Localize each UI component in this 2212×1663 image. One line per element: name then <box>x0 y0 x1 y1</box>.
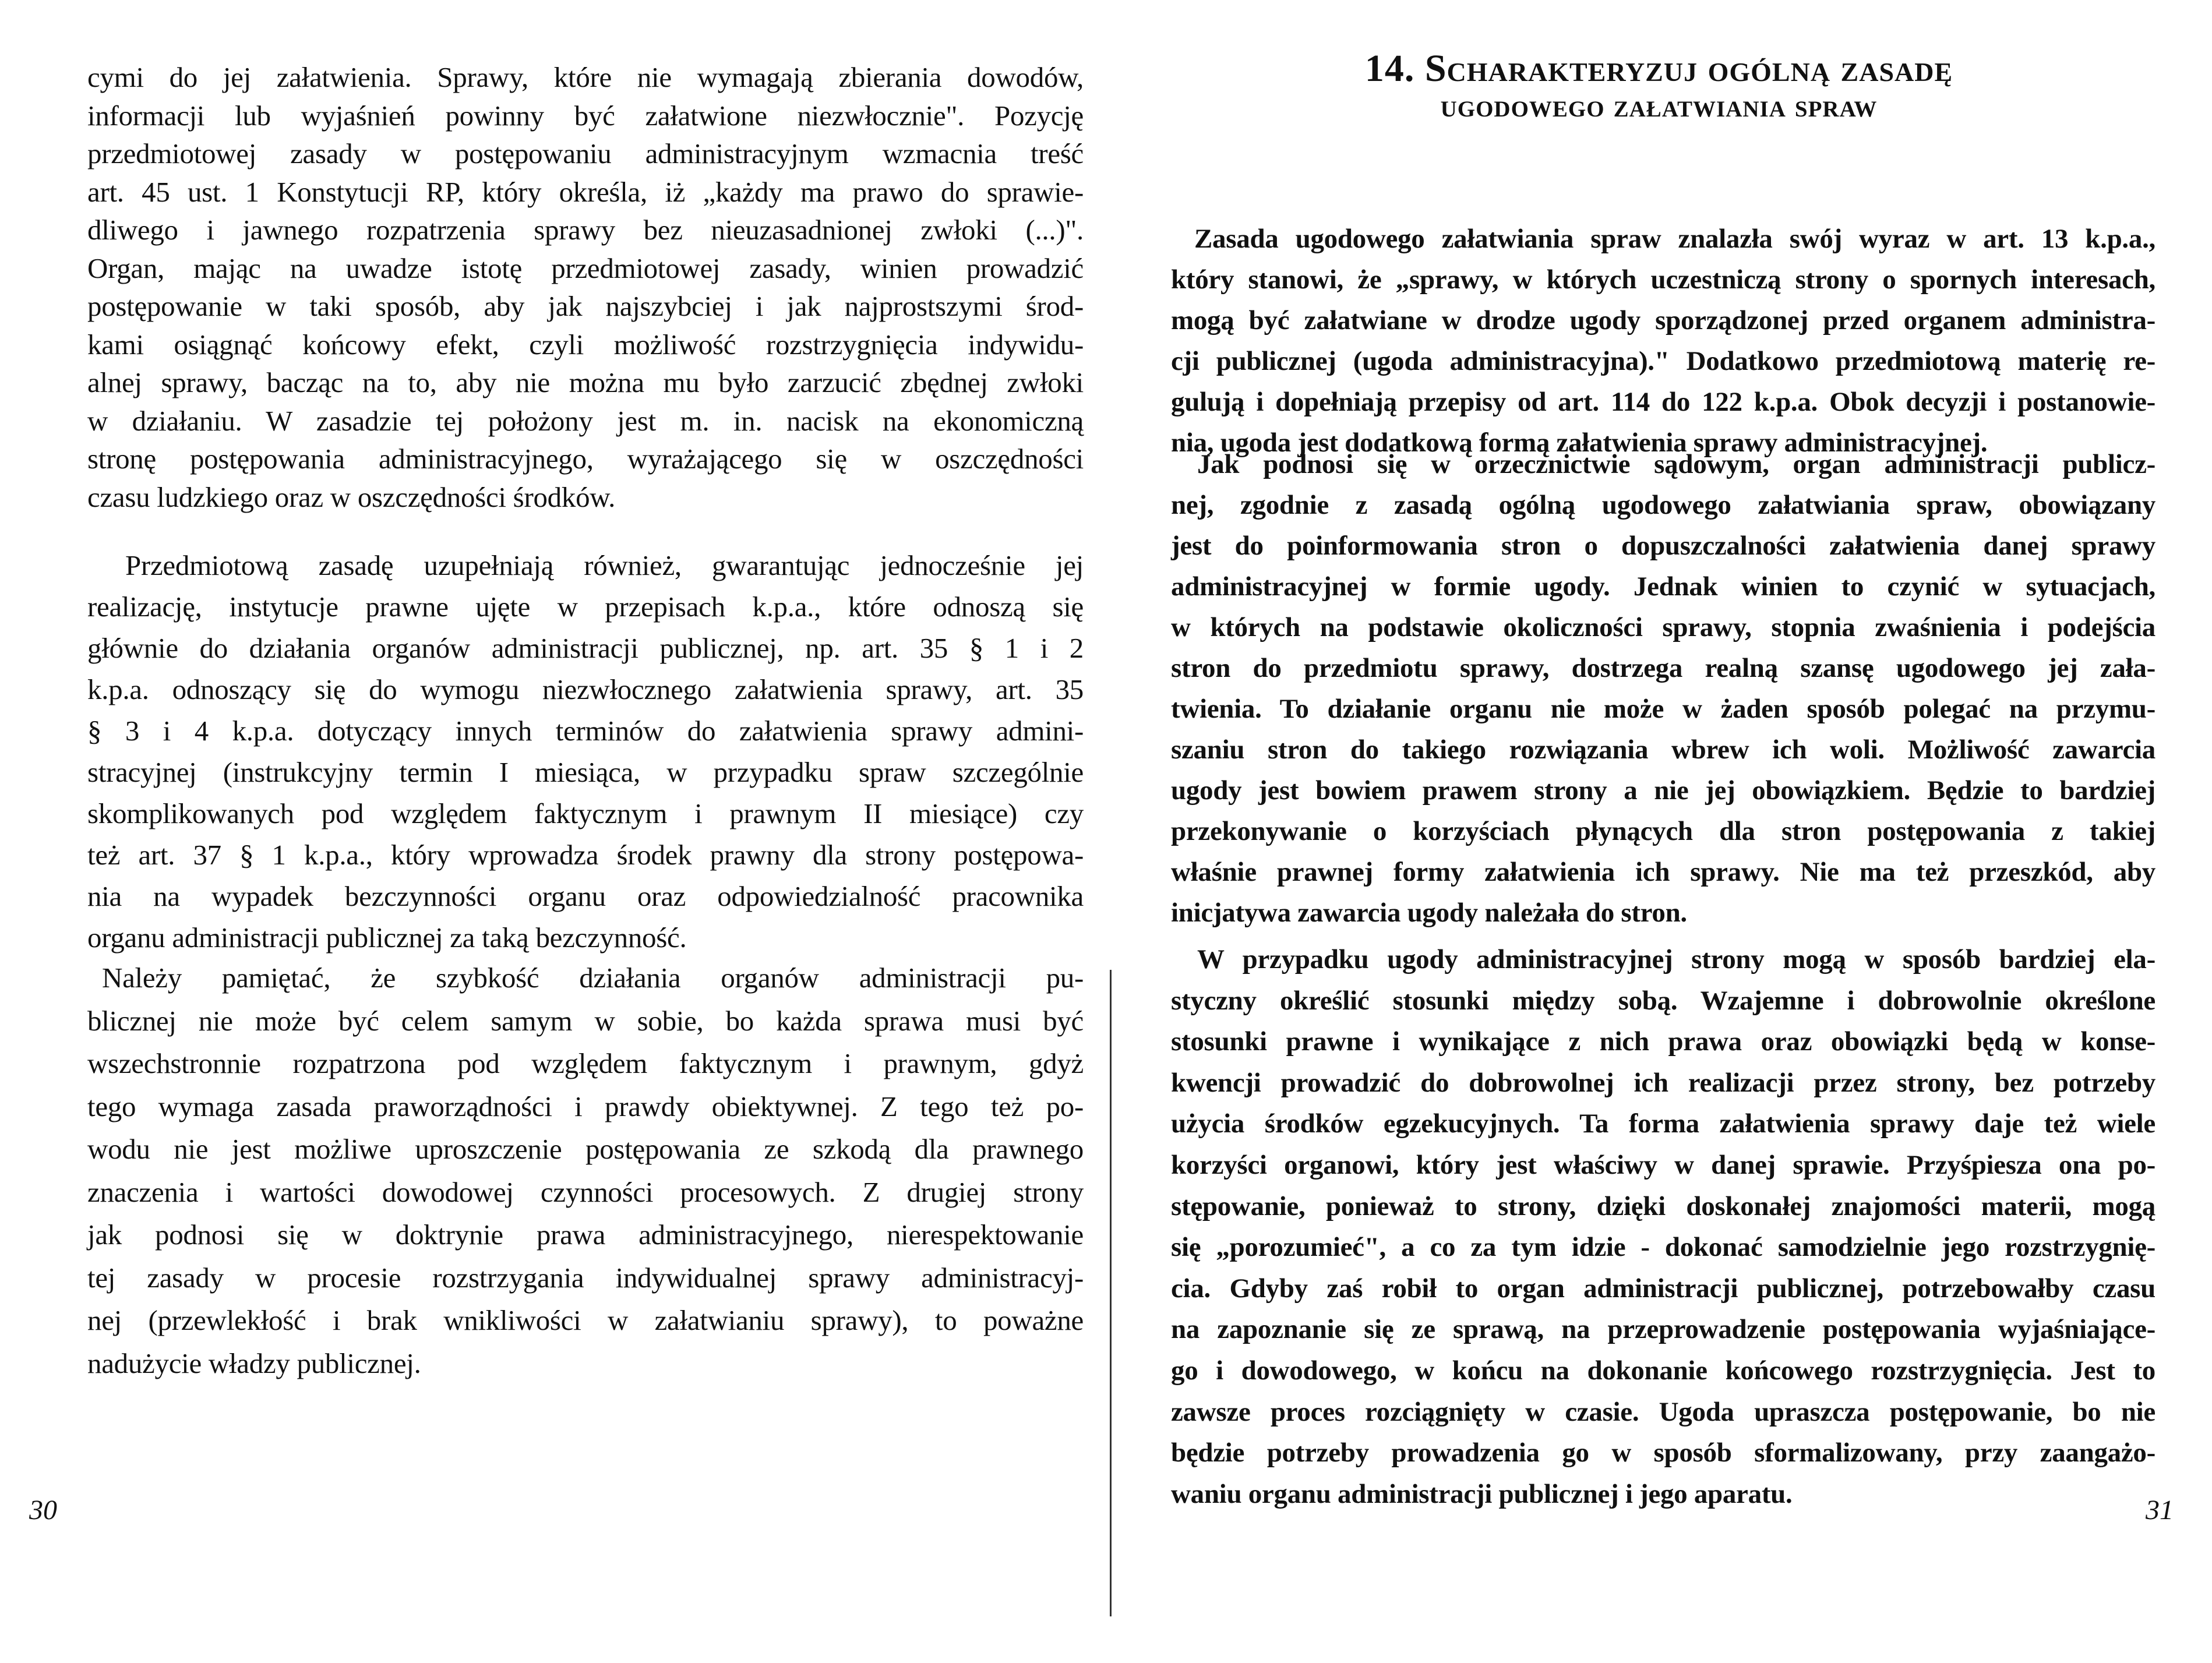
text-line: go i dowodowego, w końcu na dokonanie końcowego rozstrzygnięcia. Jest to <box>1171 1355 2155 1386</box>
section-heading-line-2: ugodowego załatwiania spraw <box>1440 88 1878 124</box>
text-line: postępowanie w taki sposób, aby jak najszybciej i jak najprostszymi środ- <box>87 290 1084 322</box>
text-line: twienia. To działanie organu nie może w żaden sposób polegać na przymu- <box>1171 694 2155 724</box>
text-line: styczny określić stosunki między sobą. Wzajemne i dobrowolnie określone <box>1171 985 2155 1016</box>
text-line: cia. Gdyby zaś robił to organ administracji publicznej, potrzebowałby czasu <box>1171 1273 2155 1304</box>
text-line: nadużycie władzy publicznej. <box>87 1347 421 1379</box>
text-line: inicjatywa zawarcia ugody należała do stron. <box>1171 898 1687 928</box>
text-line: wszechstronnie rozpatrzona pod względem faktycznym i prawnym, gdyż <box>87 1047 1084 1079</box>
text-line: tej zasady w procesie rozstrzygania indywidualnej sprawy administracyj- <box>87 1261 1084 1294</box>
text-line: głównie do działania organów administracji publicznej, np. art. 35 § 1 i 2 <box>87 632 1084 664</box>
text-line: stępowanie, ponieważ to strony, dzięki doskonałej znajomości materii, mogą <box>1171 1191 2155 1221</box>
text-line: przekonywanie o korzyściach płynących dla stron postępowania z takiej <box>1171 816 2155 846</box>
text-line: czasu ludzkiego oraz w oszczędności środków. <box>87 481 616 513</box>
text-line: organu administracji publicznej za taką bezczynność. <box>87 921 687 954</box>
text-line: administracyjnej w formie ugody. Jednak winien to czynić w sytuacjach, <box>1171 571 2155 602</box>
text-line: § 3 i 4 k.p.a. dotyczący innych terminów do załatwienia sprawy admini- <box>87 715 1084 747</box>
text-line: stronę postępowania administracyjnego, wyrażającego się w oszczędności <box>87 443 1084 475</box>
text-line: nej (przewlekłość i brak wnikliwości w załatwianiu sprawy), to poważne <box>87 1304 1084 1336</box>
text-line: W przypadku ugody administracyjnej strony mogą w sposób bardziej ela- <box>1197 944 2155 975</box>
text-line: wodu nie jest możliwe uproszczenie postępowania ze szkodą dla prawnego <box>87 1133 1084 1165</box>
right-page <box>1106 0 2212 1663</box>
text-line: stosunki prawne i wynikające z nich prawa oraz obowiązki będą w konse- <box>1171 1026 2155 1057</box>
text-line: Należy pamiętać, że szybkość działania organów administracji pu- <box>102 962 1084 994</box>
text-line: nia, ugoda jest dodatkową formą załatwienia sprawy administracyjnej. <box>1171 428 1988 458</box>
text-line: w działaniu. W zasadzie tej położony jest m. in. nacisk na ekonomiczną <box>87 404 1084 437</box>
text-line: tego wymaga zasada praworządności i prawdy obiektywnej. Z tego też po- <box>87 1090 1084 1122</box>
text-line: blicznej nie może być celem samym w sobie, bo każda sprawa musi być <box>87 1004 1084 1037</box>
text-line: alnej sprawy, bacząc na to, aby nie można mu było zarzucić zbędnej zwłoki <box>87 366 1084 398</box>
text-line: k.p.a. odnoszący się do wymogu niezwłocznego załatwienia sprawy, art. 35 <box>87 673 1084 705</box>
text-line: będzie potrzeby prowadzenia go w sposób sformalizowany, przy zaangażo- <box>1171 1438 2155 1468</box>
text-line: na zapoznanie się ze sprawą, na przeprowadzenie postępowania wyjaśniające- <box>1171 1314 2155 1345</box>
text-line: Przedmiotową zasadę uzupełniają również, gwarantując jednocześnie jej <box>125 549 1084 581</box>
text-line: użycia środków egzekucyjnych. Ta forma załatwienia sprawy daje też wiele <box>1171 1108 2155 1139</box>
text-line: się „porozumieć", a co za tym idzie - dokonać samodzielnie jego rozstrzygnię- <box>1171 1232 2155 1263</box>
text-line: Jak podnosi się w orzecznictwie sądowym, organ administracji publicz- <box>1197 449 2155 479</box>
text-line: ugody jest bowiem prawem strony a nie jej obowiązkiem. Będzie to bardziej <box>1171 775 2155 806</box>
text-line: gulują i dopełniają przepisy od art. 114 do 122 k.p.a. Obok decyzji i postanowie- <box>1171 387 2155 417</box>
text-line: kwencji prowadzić do dobrowolnej ich realizacji przez strony, bez potrzeby <box>1171 1067 2155 1098</box>
text-line: właśnie prawnej formy załatwienia ich sprawy. Nie ma też przeszkód, aby <box>1171 857 2155 887</box>
text-line: znaczenia i wartości dowodowej czynności procesowych. Z drugiej strony <box>87 1175 1084 1208</box>
text-line: w których na podstawie okoliczności sprawy, stopnia zwaśnienia i podejścia <box>1171 612 2155 642</box>
text-line: nej, zgodnie z zasadą ogólną ugodowego załatwiania spraw, obowiązany <box>1171 490 2155 520</box>
text-line: zawsze proces rozciągnięty w czasie. Ugoda upraszcza postępowanie, bo nie <box>1171 1396 2155 1427</box>
text-line: kami osiągnąć końcowy efekt, czyli możliwość rozstrzygnięcia indywidu- <box>87 328 1084 361</box>
text-line: art. 45 ust. 1 Konstytucji RP, który określa, iż „każdy ma prawo do sprawie- <box>87 175 1084 208</box>
text-line: cji publicznej (ugoda administracyjna)." Dodatkowo przedmiotową materię re- <box>1171 346 2155 376</box>
text-line: skomplikowanych pod względem faktycznym i prawnym II miesiące) czy <box>87 797 1084 829</box>
text-line: stracyjnej (instrukcyjny termin I miesiąca, w przypadku spraw szczególnie <box>87 756 1084 788</box>
text-line: realizację, instytucje prawne ujęte w przepisach k.p.a., które odnoszą się <box>87 591 1084 623</box>
text-line: nia na wypadek bezczynności organu oraz odpowiedzialność pracownika <box>87 880 1084 912</box>
page-number-left: 30 <box>29 1495 57 1526</box>
text-line: korzyści organowi, który jest właściwy w danej sprawie. Przyśpiesza ona po- <box>1171 1150 2155 1180</box>
text-line: szaniu stron do takiego rozwiązania wbrew ich woli. Możliwość zawarcia <box>1171 735 2155 765</box>
text-line: cymi do jej załatwienia. Sprawy, które nie wymagają zbierania dowodów, <box>87 61 1084 93</box>
text-line: stron do przedmiotu sprawy, dostrzega realną szansę ugodowego jej zała- <box>1171 653 2155 683</box>
text-line: waniu organu administracji publicznej i jego aparatu. <box>1171 1478 1793 1509</box>
page-number-right: 31 <box>2146 1495 2174 1526</box>
text-line: dliwego i jawnego rozpatrzenia sprawy bez nieuzasadnionej zwłoki (...)". <box>87 214 1084 246</box>
text-line: jest do poinformowania stron o dopuszczalności załatwienia danej sprawy <box>1171 531 2155 561</box>
text-line: mogą być załatwiane w drodze ugody sporządzonej przed organem administra- <box>1171 305 2155 336</box>
text-line: przedmiotowej zasady w postępowaniu administracyjnym wzmacnia treść <box>87 137 1084 170</box>
text-line: Zasada ugodowego załatwiania spraw znalazła swój wyraz w art. 13 k.p.a., <box>1194 224 2155 254</box>
text-line: jak podnosi się w doktrynie prawa administracyjnego, nierespektowanie <box>87 1219 1084 1251</box>
text-line: też art. 37 § 1 k.p.a., który wprowadza środek prawny dla strony postępowa- <box>87 839 1084 871</box>
section-heading-line-1: 14. Scharakteryzuj ogólną zasadę <box>1364 47 1953 90</box>
text-line: informacji lub wyjaśnień powinny być załatwione niezwłocznie". Pozycję <box>87 99 1084 132</box>
text-line: Organ, mając na uwadze istotę przedmiotowej zasady, winien prowadzić <box>87 252 1084 284</box>
text-line: który stanowi, że „sprawy, w których uczestniczą strony o spornych interesach, <box>1171 264 2155 295</box>
